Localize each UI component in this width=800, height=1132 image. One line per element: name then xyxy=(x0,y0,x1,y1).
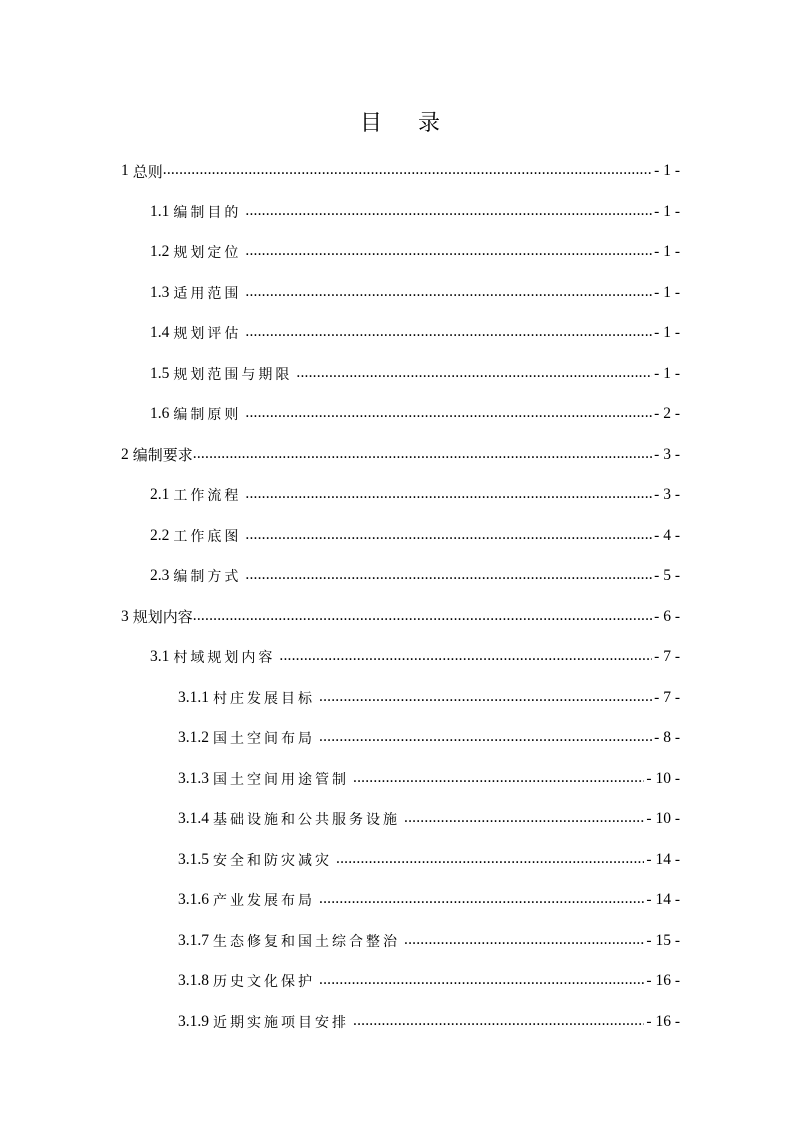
toc-entry-number: 3.1.8 xyxy=(178,972,209,990)
dot-leader xyxy=(245,203,652,221)
dot-leader xyxy=(245,243,652,261)
toc-entry-page: - 5 - xyxy=(654,567,680,585)
toc-entry-label: 工作流程 xyxy=(173,488,242,505)
toc-entry-number: 1.2 xyxy=(150,243,170,261)
toc-entry-page: - 3 - xyxy=(654,445,680,463)
toc-entry-3-1[interactable] xyxy=(0,637,800,678)
toc-entry-1[interactable] xyxy=(0,151,800,192)
dot-leader xyxy=(319,729,652,747)
toc-entry-2-3[interactable] xyxy=(0,556,800,597)
toc-entry-label: 村域规划内容 xyxy=(173,650,276,667)
toc-entry-page: - 14 - xyxy=(646,850,680,868)
toc-entry-1-6[interactable] xyxy=(0,394,800,435)
dot-leader xyxy=(245,567,652,585)
toc-entry-1-3[interactable] xyxy=(0,273,800,314)
toc-entry-page: - 1 - xyxy=(654,324,680,342)
dot-leader xyxy=(296,365,652,383)
dot-leader xyxy=(245,527,652,545)
toc-entry-number: 3.1.4 xyxy=(178,810,209,828)
toc-entry-page: - 1 - xyxy=(654,162,680,180)
dot-leader xyxy=(336,851,644,869)
toc-entry-label: 近期实施项目安排 xyxy=(213,1014,349,1031)
toc-entry-number: 3.1.5 xyxy=(178,850,209,868)
toc-entry-label: 历史文化保护 xyxy=(213,974,315,991)
toc-entry-page: - 10 - xyxy=(646,769,680,787)
toc-entry-label: 总则 xyxy=(132,162,163,181)
toc-entry-label: 基础设施和公共服务设施 xyxy=(213,812,400,829)
toc-entry-2[interactable] xyxy=(0,435,800,476)
toc-entry-label: 规划定位 xyxy=(173,245,242,262)
toc-list xyxy=(0,151,800,1042)
toc-entry-number: 3.1.7 xyxy=(178,931,209,949)
toc-entry-3-1-5[interactable] xyxy=(0,840,800,881)
toc-entry-number: 2.2 xyxy=(150,526,170,544)
toc-entry-label: 国土空间布局 xyxy=(213,731,315,748)
toc-entry-page: - 3 - xyxy=(654,486,680,504)
toc-entry-label: 规划范围与期限 xyxy=(173,366,293,383)
toc-entry-page: - 1 - xyxy=(654,202,680,220)
dot-leader xyxy=(279,648,652,666)
toc-entry-1-5[interactable] xyxy=(0,354,800,395)
toc-entry-page: - 1 - xyxy=(654,364,680,382)
toc-entry-page: - 7 - xyxy=(654,648,680,666)
toc-entry-label: 编制目的 xyxy=(173,204,242,221)
dot-leader xyxy=(319,891,644,909)
toc-entry-page: - 8 - xyxy=(654,729,680,747)
dot-leader xyxy=(163,162,652,180)
dot-leader xyxy=(404,810,644,828)
toc-entry-page: - 2 - xyxy=(654,405,680,423)
toc-entry-page: - 10 - xyxy=(646,810,680,828)
toc-entry-number: 3.1.1 xyxy=(178,688,209,706)
toc-entry-page: - 6 - xyxy=(654,607,680,625)
dot-leader xyxy=(245,324,652,342)
toc-entry-number: 1.6 xyxy=(150,405,170,423)
toc-entry-label: 编制原则 xyxy=(173,407,242,424)
toc-entry-label: 工作底图 xyxy=(173,528,242,545)
toc-entry-page: - 7 - xyxy=(654,688,680,706)
dot-leader xyxy=(245,284,652,302)
toc-entry-number: 1.5 xyxy=(150,364,170,382)
toc-entry-label: 产业发展布局 xyxy=(213,893,315,910)
toc-entry-label: 安全和防灾减灾 xyxy=(213,852,332,869)
toc-entry-page: - 16 - xyxy=(646,972,680,990)
dot-leader xyxy=(193,608,652,626)
dot-leader xyxy=(245,405,652,423)
toc-entry-3-1-6[interactable] xyxy=(0,880,800,921)
toc-entry-page: - 1 - xyxy=(654,283,680,301)
toc-title xyxy=(0,106,800,137)
toc-entry-3-1-7[interactable] xyxy=(0,921,800,962)
toc-entry-number: 2.3 xyxy=(150,567,170,585)
dot-leader xyxy=(353,1013,644,1031)
toc-entry-number: 1.1 xyxy=(150,202,170,220)
toc-entry-label: 生态修复和国土综合整治 xyxy=(213,933,400,950)
toc-entry-number: 1 xyxy=(121,162,129,180)
toc-entry-page: - 15 - xyxy=(646,931,680,949)
toc-entry-1-1[interactable] xyxy=(0,192,800,233)
toc-entry-3-1-9[interactable] xyxy=(0,1002,800,1043)
toc-entry-number: 1.3 xyxy=(150,283,170,301)
dot-leader xyxy=(319,689,652,707)
dot-leader xyxy=(193,446,652,464)
toc-entry-label: 编制要求 xyxy=(132,446,193,465)
toc-title-char-1: 目 xyxy=(359,111,382,136)
dot-leader xyxy=(353,770,644,788)
toc-entry-page: - 1 - xyxy=(654,243,680,261)
toc-entry-label: 国土空间用途管制 xyxy=(213,771,349,788)
toc-entry-number: 2 xyxy=(121,445,129,463)
toc-title-char-2: 录 xyxy=(418,111,441,136)
toc-entry-1-2[interactable] xyxy=(0,232,800,273)
dot-leader xyxy=(319,972,644,990)
toc-entry-label: 编制方式 xyxy=(173,569,242,586)
toc-entry-number: 3.1.3 xyxy=(178,769,209,787)
toc-entry-3-1-4[interactable] xyxy=(0,799,800,840)
toc-entry-label: 适用范围 xyxy=(173,285,242,302)
toc-entry-3-1-2[interactable] xyxy=(0,718,800,759)
toc-entry-label: 规划评估 xyxy=(173,326,242,343)
toc-entry-number: 3.1.2 xyxy=(178,729,209,747)
toc-entry-2-1[interactable] xyxy=(0,475,800,516)
dot-leader xyxy=(404,932,644,950)
toc-entry-number: 3.1.9 xyxy=(178,1012,209,1030)
toc-entry-2-2[interactable] xyxy=(0,516,800,557)
toc-entry-number: 3.1.6 xyxy=(178,891,209,909)
toc-entry-3-1-8[interactable] xyxy=(0,961,800,1002)
toc-entry-page: - 14 - xyxy=(646,891,680,909)
toc-entry-number: 1.4 xyxy=(150,324,170,342)
toc-entry-number: 2.1 xyxy=(150,486,170,504)
toc-entry-label: 规划内容 xyxy=(132,608,193,627)
dot-leader xyxy=(245,486,652,504)
toc-entry-3[interactable] xyxy=(0,597,800,638)
toc-entry-page: - 4 - xyxy=(654,526,680,544)
toc-entry-3-1-3[interactable] xyxy=(0,759,800,800)
toc-entry-label: 村庄发展目标 xyxy=(213,690,315,707)
toc-entry-3-1-1[interactable] xyxy=(0,678,800,719)
toc-entry-1-4[interactable] xyxy=(0,313,800,354)
toc-entry-number: 3 xyxy=(121,607,129,625)
toc-entry-number: 3.1 xyxy=(150,648,170,666)
toc-entry-page: - 16 - xyxy=(646,1012,680,1030)
